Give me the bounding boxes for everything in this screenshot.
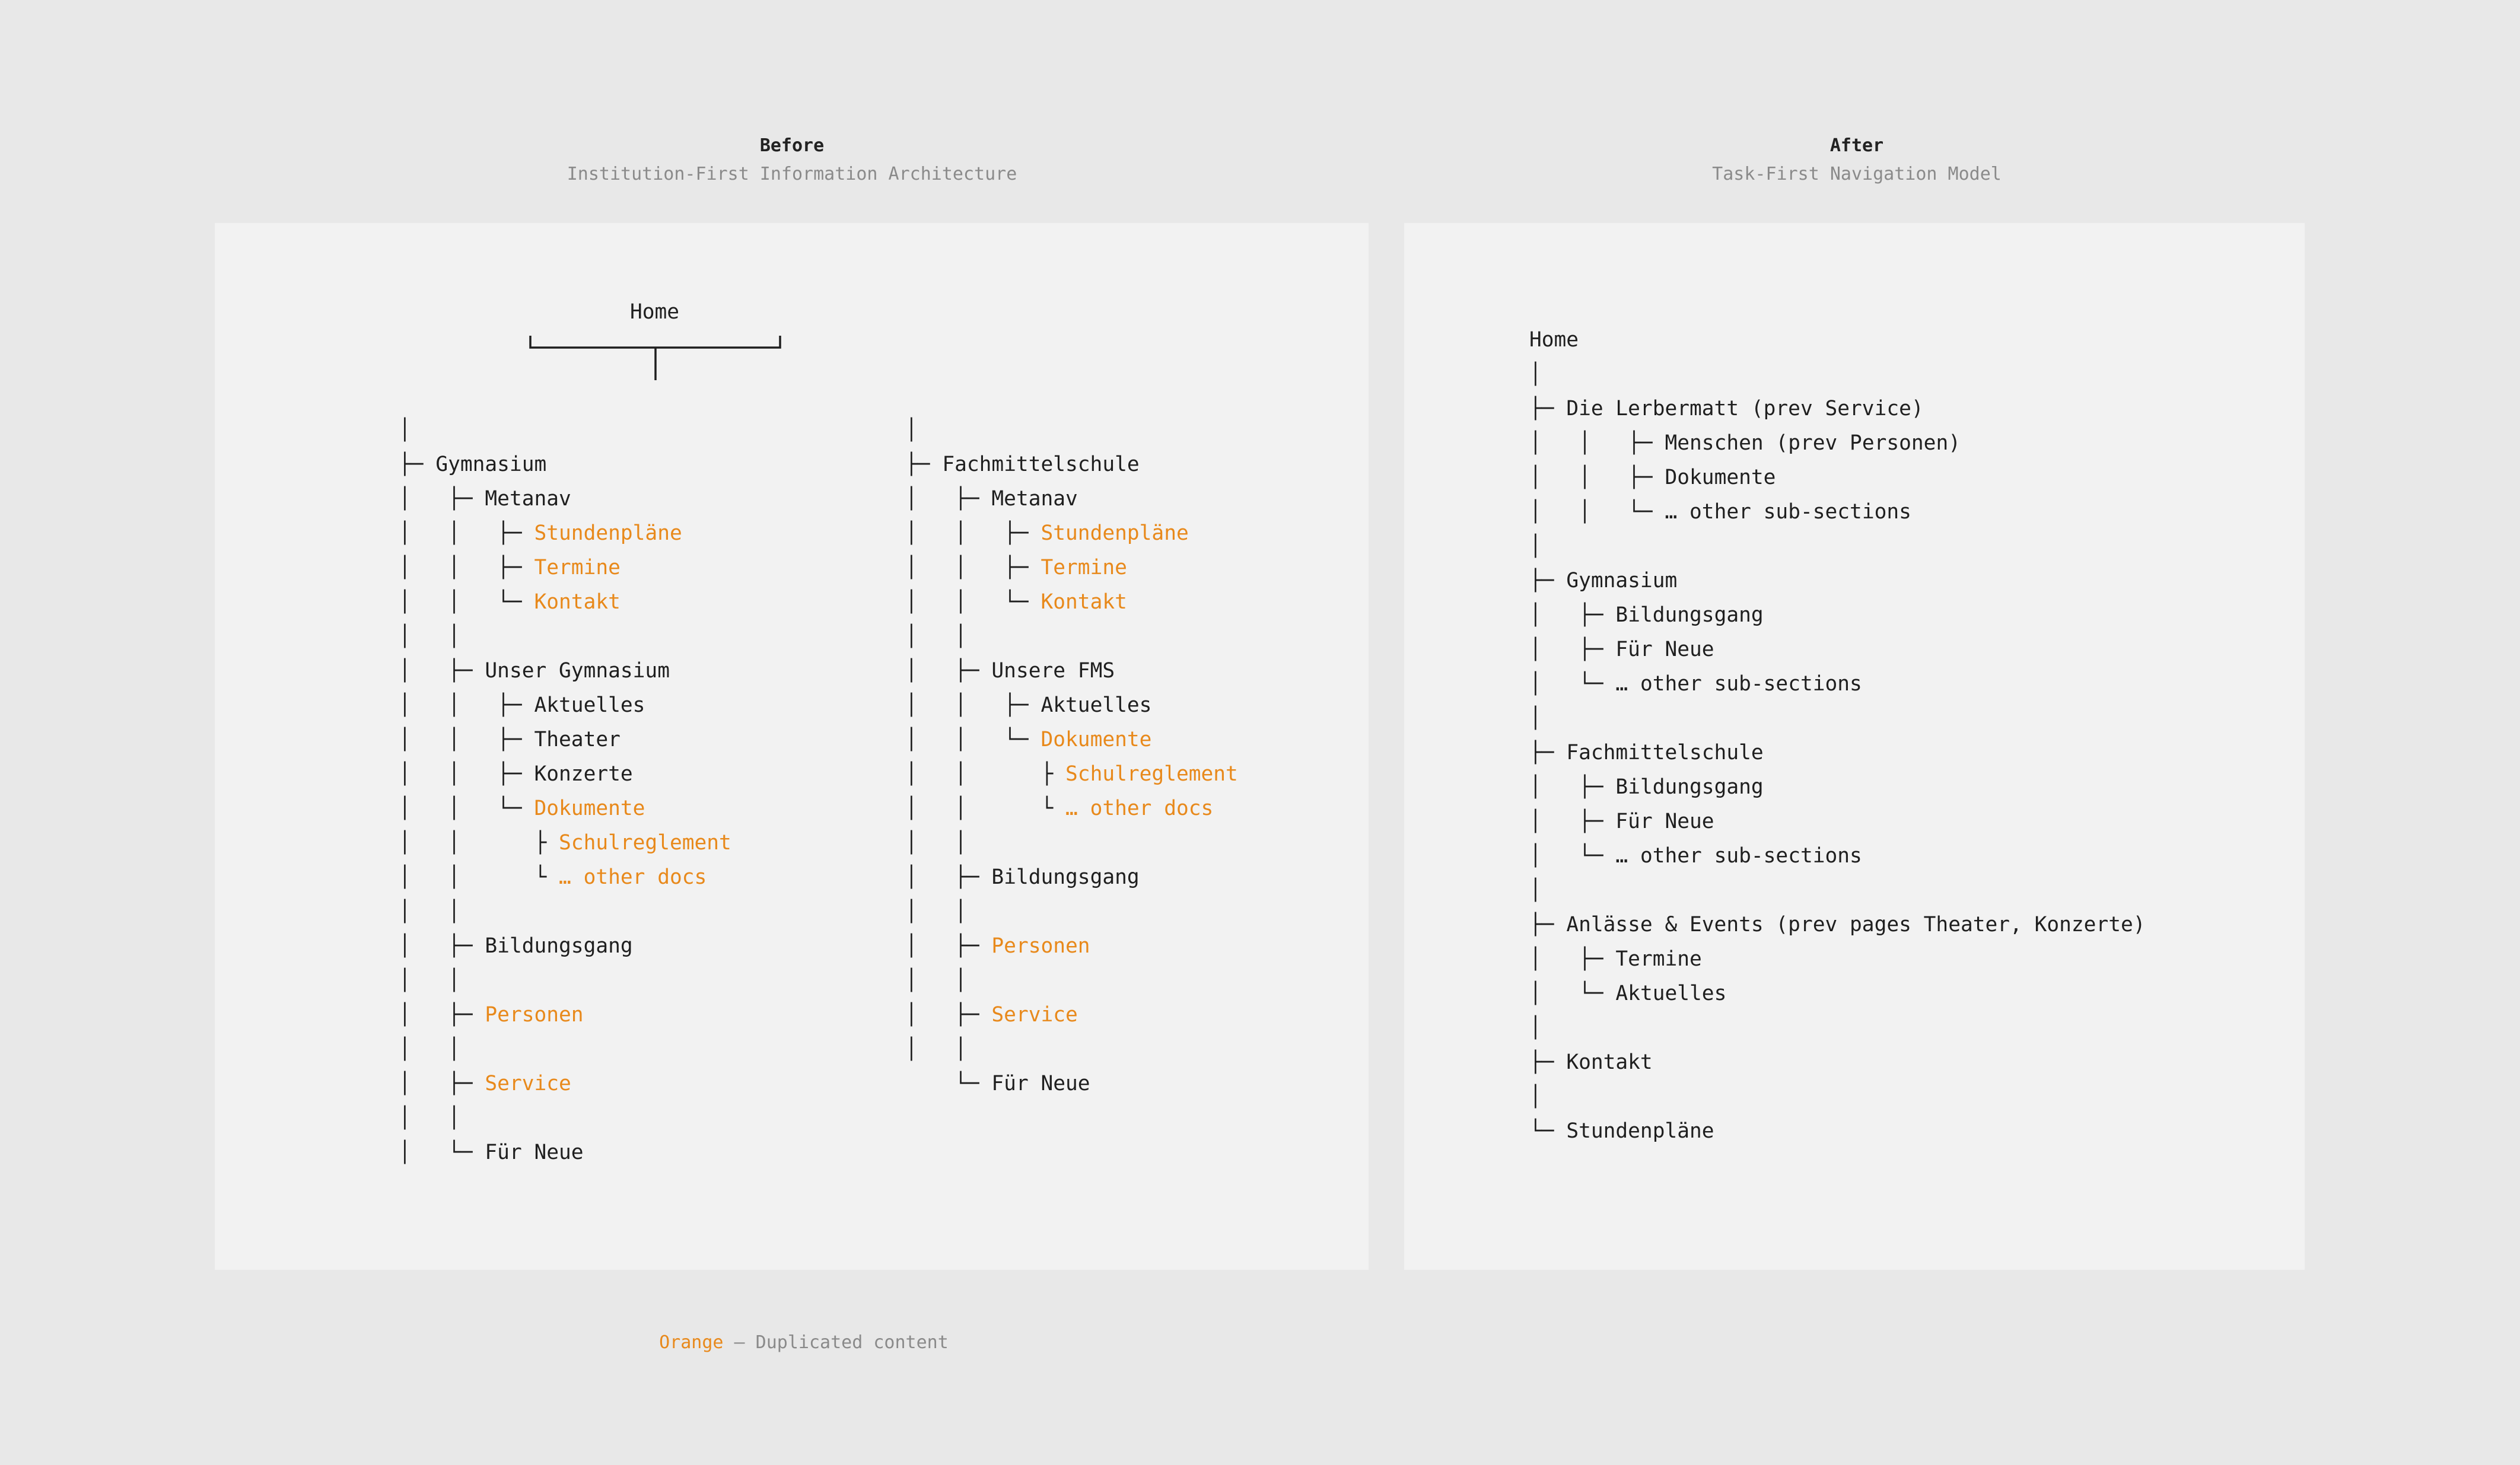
tree-connector: │ bbox=[1529, 534, 1542, 558]
tree-line bbox=[905, 757, 1238, 791]
tree-node-duplicated: Personen bbox=[991, 934, 1090, 958]
tree-line bbox=[905, 482, 1238, 516]
tree-connector: │ ├─ bbox=[905, 659, 992, 683]
tree-line bbox=[1529, 426, 2146, 460]
after-panel bbox=[1404, 223, 2305, 1270]
tree-node: Unsere FMS bbox=[991, 659, 1115, 683]
tree-connector: │ │ bbox=[905, 831, 967, 855]
tree-line bbox=[1529, 563, 2146, 598]
tree-node: Für Neue bbox=[991, 1072, 1090, 1095]
tree-line bbox=[905, 447, 1238, 482]
tree-node-duplicated: … other docs bbox=[1065, 797, 1214, 820]
tree-node-duplicated: Schulreglement bbox=[559, 831, 731, 855]
tree-connector: │ │ bbox=[399, 1106, 460, 1130]
tree-node: Stundenpläne bbox=[1566, 1119, 1714, 1143]
tree-line bbox=[905, 1066, 1238, 1101]
tree-node: Termine bbox=[1615, 947, 1702, 971]
tree-line bbox=[905, 894, 1238, 929]
tree-connector: │ │ ├─ bbox=[399, 556, 534, 579]
tree-node-duplicated: … other docs bbox=[559, 865, 707, 889]
tree-connector: │ ├─ bbox=[905, 1003, 992, 1027]
tree-node: Für Neue bbox=[1615, 638, 1714, 661]
tree-node-duplicated: Schulreglement bbox=[1065, 762, 1238, 786]
tree-connector: │ bbox=[1529, 706, 1542, 730]
tree-node: Bildungsgang bbox=[1615, 775, 1764, 799]
tree-connector: │ │ ├─ bbox=[399, 693, 534, 717]
tree-line bbox=[905, 585, 1238, 619]
tree-node: Gymnasium bbox=[1566, 569, 1678, 593]
tree-line bbox=[905, 688, 1238, 722]
tree-connector: │ │ └─ bbox=[1529, 500, 1665, 524]
tree-line bbox=[905, 1032, 1238, 1066]
tree-connector: │ │ ├ bbox=[905, 762, 1066, 786]
tree-connector: └─ bbox=[1529, 1119, 1567, 1143]
tree-node-duplicated: Personen bbox=[485, 1003, 584, 1027]
tree-connector: │ │ ├─ bbox=[905, 693, 1041, 717]
tree-connector: │ bbox=[1529, 878, 1542, 902]
tree-line bbox=[399, 413, 731, 447]
tree-connector: │ │ bbox=[905, 900, 967, 923]
tree-line bbox=[399, 826, 731, 860]
tree-connector: │ bbox=[905, 418, 918, 442]
tree-node: Fachmittelschule bbox=[1566, 741, 1764, 765]
tree-connector: │ │ bbox=[399, 625, 460, 648]
tree-line bbox=[905, 998, 1238, 1032]
tree-node-duplicated: Stundenpläne bbox=[534, 521, 682, 545]
tree-connector: │ │ ├─ bbox=[399, 521, 534, 545]
after-title: After bbox=[1829, 135, 1884, 156]
tree-line bbox=[1529, 873, 2146, 907]
tree-connector: │ │ bbox=[399, 900, 460, 923]
tree-node: Metanav bbox=[485, 487, 571, 511]
before-tree-fachmittelschule bbox=[905, 413, 1238, 1101]
tree-connector: └─ bbox=[905, 1072, 992, 1095]
tree-node: Aktuelles bbox=[1041, 693, 1152, 717]
before-subtitle: Institution-First Information Architecture bbox=[567, 164, 1017, 184]
tree-connector: │ │ bbox=[399, 969, 460, 992]
legend-text: – Duplicated content bbox=[723, 1332, 949, 1353]
tree-line bbox=[905, 413, 1238, 447]
tree-node: Metanav bbox=[991, 487, 1078, 511]
tree-connector: │ ├─ bbox=[1529, 810, 1616, 833]
tree-line bbox=[399, 585, 731, 619]
tree-connector: │ ├─ bbox=[399, 1003, 485, 1027]
tree-line bbox=[399, 482, 731, 516]
tree-line bbox=[1529, 942, 2146, 976]
tree-node: Theater bbox=[534, 728, 621, 751]
tree-connector: ├─ bbox=[1529, 741, 1567, 765]
before-heading bbox=[495, 133, 1089, 187]
tree-line bbox=[399, 1101, 731, 1135]
tree-connector: │ └─ bbox=[1529, 672, 1616, 696]
tree-connector: │ │ ├─ bbox=[1529, 431, 1665, 455]
tree-line bbox=[399, 963, 731, 998]
tree-connector: │ bbox=[399, 418, 411, 442]
tree-connector: ├─ bbox=[905, 453, 943, 476]
tree-line bbox=[399, 619, 731, 654]
tree-line bbox=[399, 1135, 731, 1170]
tree-line bbox=[905, 550, 1238, 585]
tree-node-duplicated: Termine bbox=[534, 556, 621, 579]
tree-node: … other sub-sections bbox=[1615, 672, 1862, 696]
tree-connector: ├─ bbox=[399, 453, 436, 476]
after-heading bbox=[1560, 133, 2153, 187]
tree-line bbox=[905, 516, 1238, 550]
tree-connector: │ ├─ bbox=[1529, 947, 1616, 971]
tree-node-duplicated: Service bbox=[991, 1003, 1078, 1027]
tree-node: Home bbox=[1529, 328, 1579, 352]
legend bbox=[638, 1304, 949, 1356]
tree-connector: │ │ ├─ bbox=[905, 521, 1041, 545]
before-title: Before bbox=[759, 135, 825, 156]
tree-line bbox=[1529, 907, 2146, 942]
tree-connector: ├─ bbox=[1529, 1050, 1567, 1074]
tree-line bbox=[399, 1066, 731, 1101]
tree-line bbox=[1529, 667, 2146, 701]
tree-line bbox=[1529, 839, 2146, 873]
tree-connector: │ ├─ bbox=[399, 1072, 485, 1095]
tree-line bbox=[905, 929, 1238, 963]
tree-line bbox=[1529, 1045, 2146, 1079]
tree-line bbox=[1529, 804, 2146, 839]
tree-line bbox=[1529, 529, 2146, 563]
tree-connector: │ │ bbox=[905, 625, 967, 648]
tree-connector: │ │ ├─ bbox=[905, 556, 1041, 579]
tree-node: Für Neue bbox=[485, 1141, 584, 1164]
before-tree-gymnasium bbox=[399, 413, 731, 1170]
tree-line bbox=[905, 654, 1238, 688]
tree-node: Bildungsgang bbox=[991, 865, 1140, 889]
tree-line bbox=[1529, 460, 2146, 495]
tree-line bbox=[399, 550, 731, 585]
tree-line bbox=[905, 826, 1238, 860]
tree-node: Bildungsgang bbox=[1615, 603, 1764, 627]
tree-node: Konzerte bbox=[534, 762, 633, 786]
tree-line bbox=[399, 757, 731, 791]
tree-line bbox=[1529, 701, 2146, 735]
tree-connector: │ ├─ bbox=[905, 487, 992, 511]
tree-line bbox=[399, 516, 731, 550]
tree-connector: │ └─ bbox=[399, 1141, 485, 1164]
tree-line bbox=[1529, 735, 2146, 770]
tree-line bbox=[1529, 323, 2146, 357]
tree-connector: ├─ bbox=[1529, 913, 1567, 937]
tree-connector: │ ├─ bbox=[1529, 638, 1616, 661]
tree-node: Kontakt bbox=[1566, 1050, 1653, 1074]
tree-connector: │ ├─ bbox=[905, 865, 992, 889]
tree-connector: │ bbox=[1529, 1085, 1542, 1109]
tree-connector: │ ├─ bbox=[905, 934, 992, 958]
tree-node-duplicated: Service bbox=[485, 1072, 571, 1095]
tree-node: Gymnasium bbox=[435, 453, 547, 476]
tree-connector: │ │ ├─ bbox=[399, 728, 534, 751]
tree-line bbox=[905, 619, 1238, 654]
tree-connector: │ │ bbox=[399, 1037, 460, 1061]
tree-node: Bildungsgang bbox=[485, 934, 633, 958]
tree-connector: │ ├─ bbox=[1529, 603, 1616, 627]
tree-line bbox=[1529, 770, 2146, 804]
tree-connector: │ │ └ bbox=[399, 865, 559, 889]
after-subtitle: Task-First Navigation Model bbox=[1712, 164, 2002, 184]
tree-connector: │ │ ├ bbox=[399, 831, 559, 855]
tree-connector: │ │ bbox=[905, 969, 967, 992]
tree-line bbox=[399, 894, 731, 929]
tree-node-duplicated: Kontakt bbox=[534, 590, 621, 614]
tree-node: Fachmittelschule bbox=[942, 453, 1140, 476]
tree-node: Die Lerbermatt (prev Service) bbox=[1566, 397, 1924, 421]
tree-node: Für Neue bbox=[1615, 810, 1714, 833]
tree-line bbox=[1529, 1079, 2146, 1114]
tree-line bbox=[399, 688, 731, 722]
tree-connector: │ │ └─ bbox=[905, 590, 1041, 614]
before-panel bbox=[215, 223, 1369, 1270]
tree-connector: ├─ bbox=[1529, 569, 1567, 593]
tree-node: Menschen (prev Personen) bbox=[1665, 431, 1961, 455]
tree-line bbox=[1529, 391, 2146, 426]
tree-connector: │ ├─ bbox=[1529, 775, 1616, 799]
tree-line bbox=[399, 860, 731, 894]
tree-connector: │ ├─ bbox=[399, 659, 485, 683]
tree-line bbox=[1529, 1011, 2146, 1045]
tree-line bbox=[905, 963, 1238, 998]
before-root-connector bbox=[215, 223, 1369, 389]
tree-line bbox=[399, 791, 731, 826]
tree-node: … other sub-sections bbox=[1615, 844, 1862, 868]
tree-connector: │ │ └─ bbox=[399, 590, 534, 614]
tree-line bbox=[1529, 598, 2146, 632]
after-tree bbox=[1529, 323, 2146, 1148]
tree-line bbox=[1529, 1114, 2146, 1148]
tree-connector: │ │ └ bbox=[905, 797, 1066, 820]
tree-line bbox=[1529, 357, 2146, 391]
tree-node: Unser Gymnasium bbox=[485, 659, 670, 683]
legend-color-word: Orange bbox=[659, 1332, 724, 1353]
tree-node-duplicated: Kontakt bbox=[1041, 590, 1127, 614]
tree-line bbox=[399, 654, 731, 688]
tree-node-duplicated: Dokumente bbox=[534, 797, 645, 820]
tree-line bbox=[905, 791, 1238, 826]
tree-line bbox=[399, 722, 731, 757]
before-root-label: Home bbox=[630, 300, 680, 324]
tree-node: … other sub-sections bbox=[1665, 500, 1911, 524]
tree-connector: │ bbox=[1529, 1016, 1542, 1040]
tree-connector: │ │ ├─ bbox=[399, 762, 534, 786]
tree-connector: │ ├─ bbox=[399, 934, 485, 958]
tree-connector: ├─ bbox=[1529, 397, 1567, 421]
tree-line bbox=[1529, 632, 2146, 667]
tree-node-duplicated: Stundenpläne bbox=[1041, 521, 1189, 545]
tree-node-duplicated: Dokumente bbox=[1041, 728, 1152, 751]
tree-connector: │ │ ├─ bbox=[1529, 466, 1665, 489]
tree-line bbox=[1529, 495, 2146, 529]
tree-connector: │ bbox=[1529, 362, 1542, 386]
tree-connector: │ └─ bbox=[1529, 844, 1616, 868]
tree-connector: │ │ bbox=[905, 1037, 967, 1061]
tree-connector: │ ├─ bbox=[399, 487, 485, 511]
tree-node: Anlässe & Events (prev pages Theater, Konzerte) bbox=[1566, 913, 2146, 937]
tree-node: Aktuelles bbox=[1615, 982, 1727, 1005]
tree-connector: │ └─ bbox=[1529, 982, 1616, 1005]
tree-connector: │ │ └─ bbox=[905, 728, 1041, 751]
tree-line bbox=[399, 998, 731, 1032]
tree-connector: │ │ └─ bbox=[399, 797, 534, 820]
tree-line bbox=[399, 929, 731, 963]
tree-line bbox=[1529, 976, 2146, 1011]
tree-line bbox=[399, 447, 731, 482]
tree-node: Dokumente bbox=[1665, 466, 1776, 489]
tree-line bbox=[905, 860, 1238, 894]
tree-node: Aktuelles bbox=[534, 693, 645, 717]
tree-line bbox=[399, 1032, 731, 1066]
tree-node-duplicated: Termine bbox=[1041, 556, 1127, 579]
tree-line bbox=[905, 722, 1238, 757]
